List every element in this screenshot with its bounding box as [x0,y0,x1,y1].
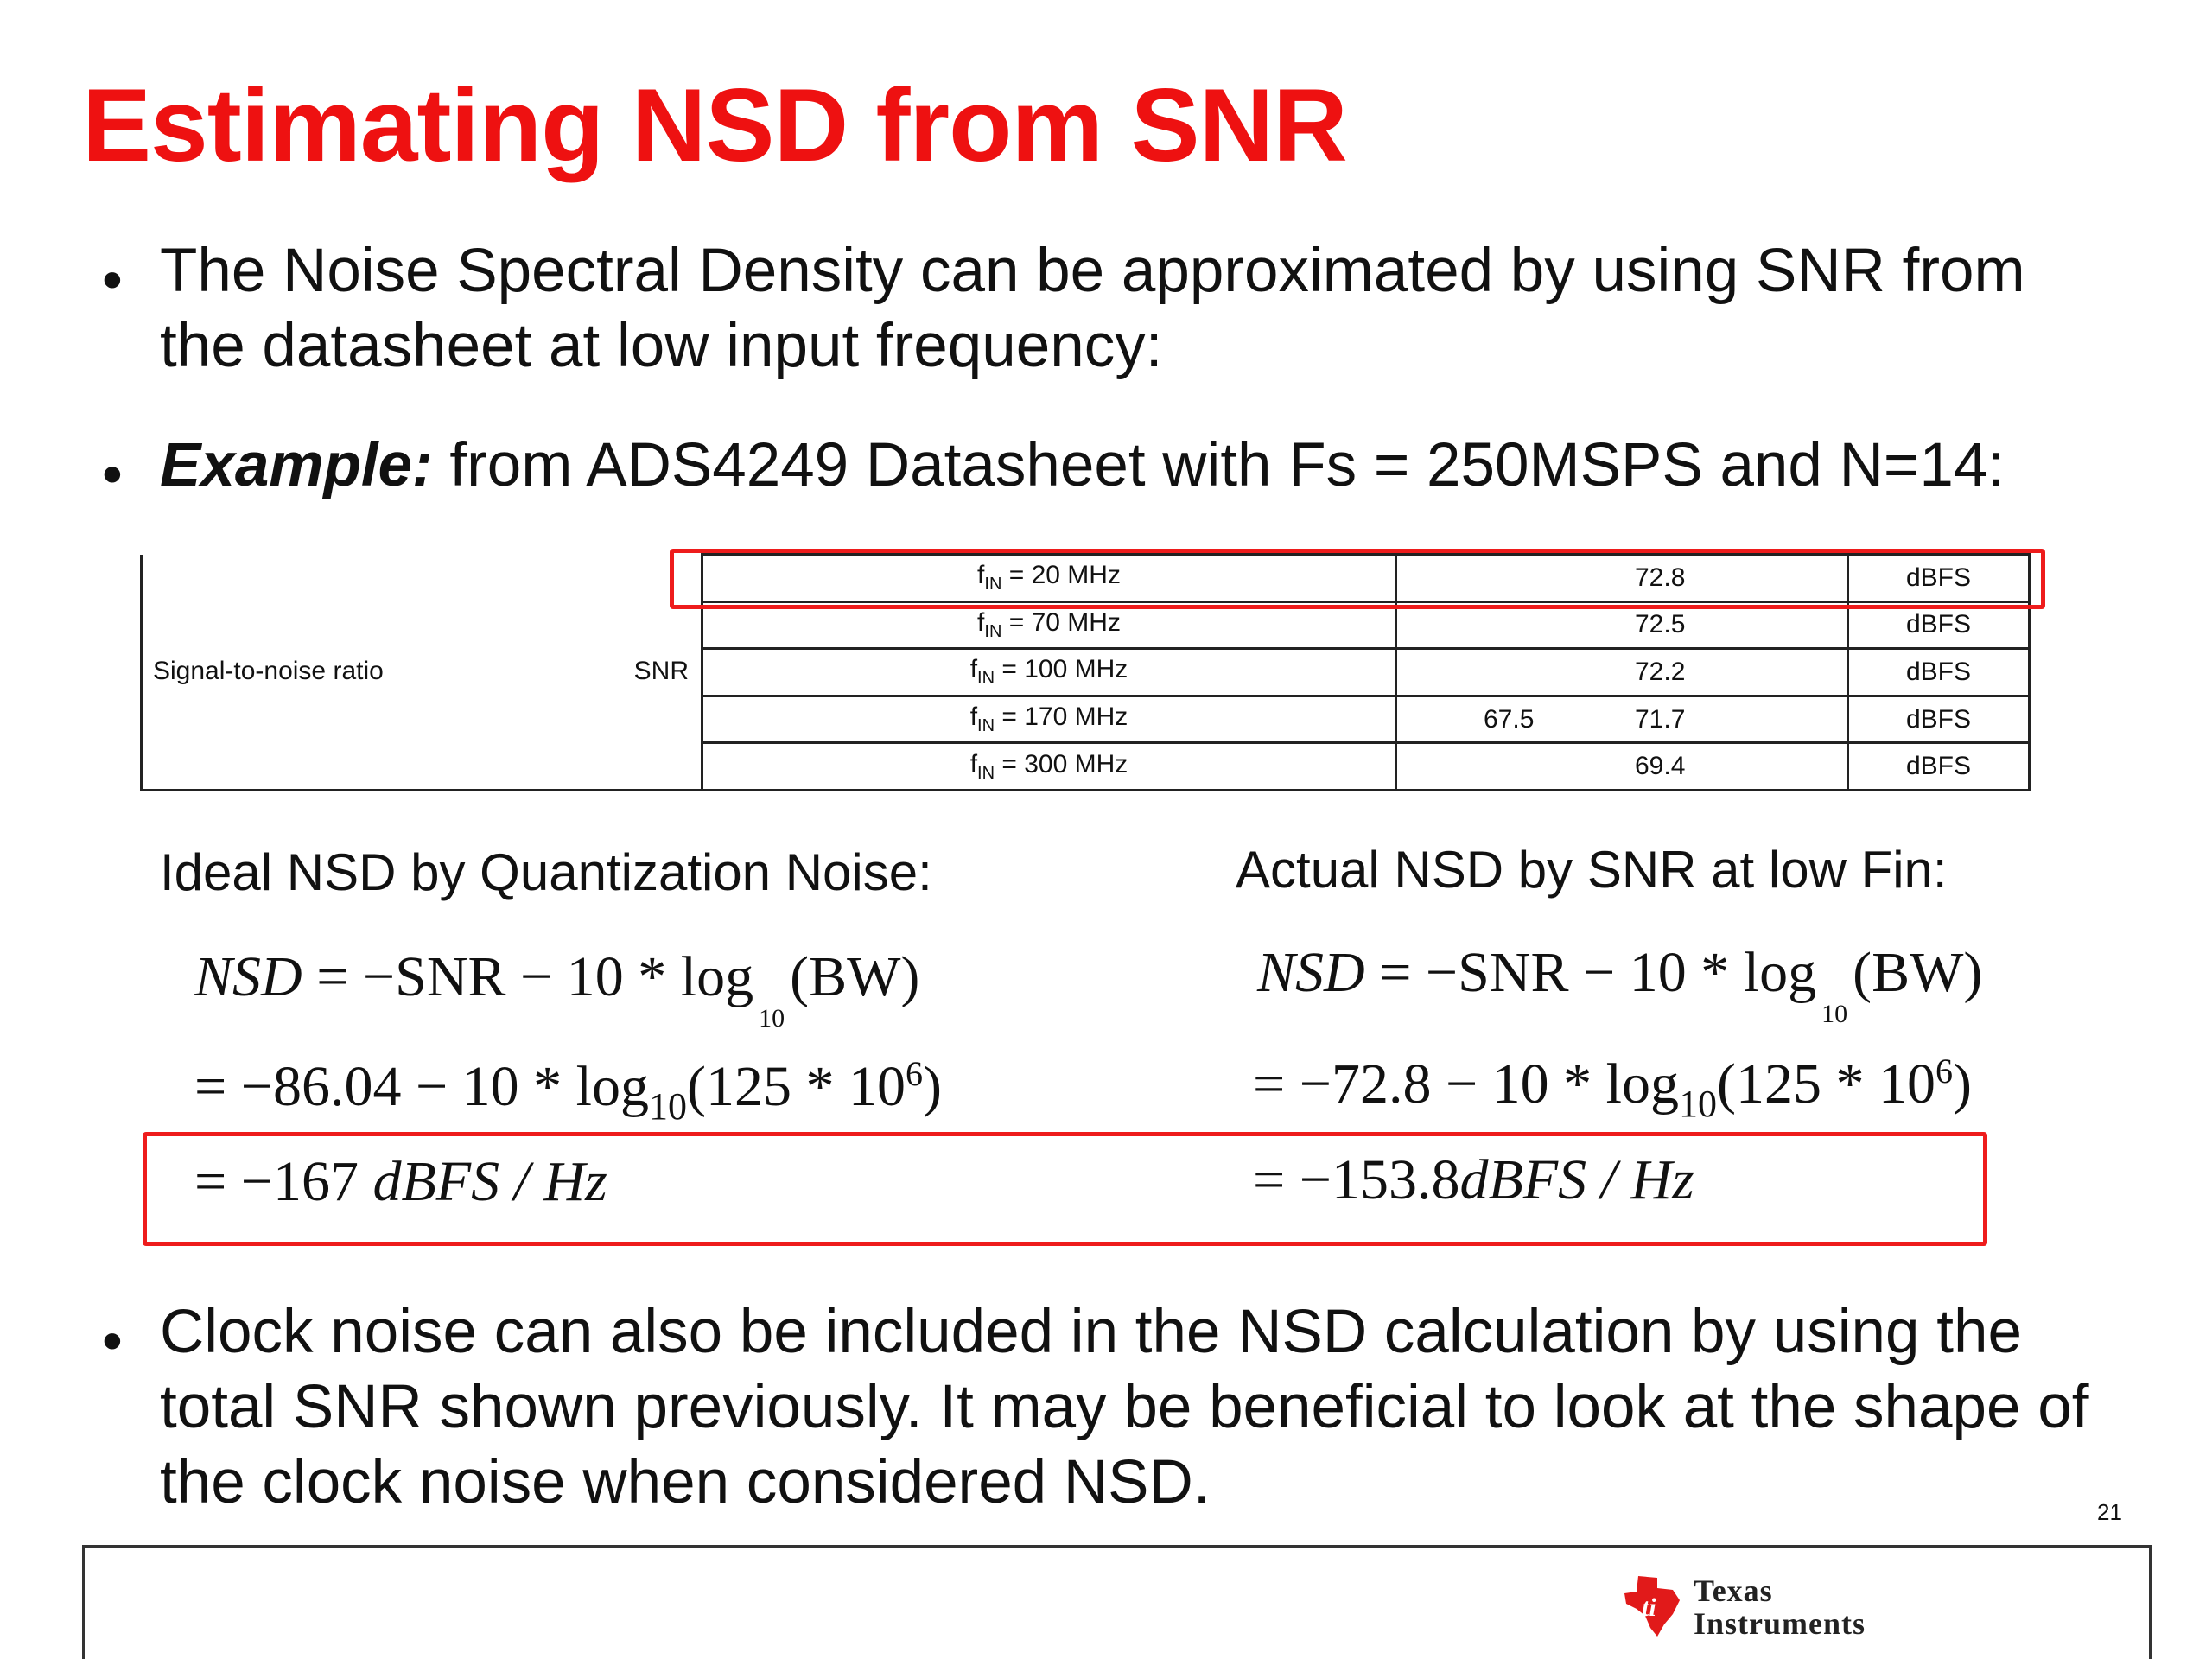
bullet-3-line-1: Clock noise can also be included in the NSD calculation by using the [160,1298,2022,1366]
bullet-1-line-2: the datasheet at low input frequency: [160,312,1163,380]
bullet-2-text: from ADS4249 Datasheet with Fs = 250MSPS and N=14: [449,431,2005,499]
condition-cell: $f_{IN} = 20$ MHz [702,555,1396,602]
left-eq-result: = −167 dBFS / Hz [194,1150,607,1213]
left-eq-1: NSD = $-SNR - 10 * \log_{10}(BW)$ [194,945,920,1033]
unit-cell: dBFS [1848,601,2030,649]
bullet-3-line-3: the clock noise when considered NSD. [160,1448,1211,1516]
highlight-box-results [143,1132,1987,1246]
value-cell: 72.2 [1396,649,1848,696]
value-cell: 67.5 71.7 [1396,696,1848,743]
unit-cell: dBFS [1848,696,2030,743]
parameter-cell: Signal-to-noise ratio [142,555,603,791]
value-cell: 72.8 [1396,555,1848,602]
bullet-1 [160,233,2025,384]
bullet-3 [160,1294,2088,1520]
bullet-marker: • [102,442,123,507]
ti-state-icon [1623,1574,1685,1638]
unit-cell: dBFS [1848,649,2030,696]
left-eq-2: = $-86.04 - 10 * \log_{10}(125 * 10^6)$ [194,1054,942,1128]
bullet-2 [160,428,2005,503]
value-cell: 72.5 [1396,601,1848,649]
example-label: Example: [160,431,433,499]
unit-cell: dBFS [1848,743,2030,791]
condition-cell: $f_{IN} = 100$ MHz [702,649,1396,696]
right-heading: Actual NSD by SNR at low Fin: [1236,841,1948,899]
condition-cell: $f_{IN} = 70$ MHz [702,601,1396,649]
value-cell: 69.4 [1396,743,1848,791]
texas-instruments-logo [1623,1571,1908,1640]
highlight-box-20mhz [670,549,2045,609]
bullet-1-line-1: The Noise Spectral Density can be approximated by using SNR from [160,237,2025,305]
right-eq-2: = $-72.8 - 10 * \log_{10}(125 * 10^6)$ [1253,1052,1972,1125]
condition-cell: $f_{IN} = 170$ MHz [702,696,1396,743]
svg-text:ti: ti [1642,1593,1656,1622]
page-number: 21 [2097,1499,2122,1525]
condition-cell: $f_{IN} = 300$ MHz [702,743,1396,791]
slide-title: Estimating NSD from SNR [82,67,1347,183]
symbol-cell: SNR [602,555,702,791]
ti-word-instruments: Instruments [1694,1606,1866,1641]
ti-word-texas: Texas [1694,1573,1773,1608]
bullet-marker: • [102,247,123,313]
bullet-3-line-2: total SNR shown previously. It may be beneficial to look at the shape of [160,1373,2089,1441]
bullet-marker: • [102,1308,123,1374]
unit-cell: dBFS [1848,555,2030,602]
left-heading: Ideal NSD by Quantization Noise: [160,843,932,901]
right-eq-1: NSD = $-SNR - 10 * \log_{10}(BW)$ [1257,941,1983,1028]
right-eq-result: = −153.8dBFS / Hz [1253,1148,1694,1211]
